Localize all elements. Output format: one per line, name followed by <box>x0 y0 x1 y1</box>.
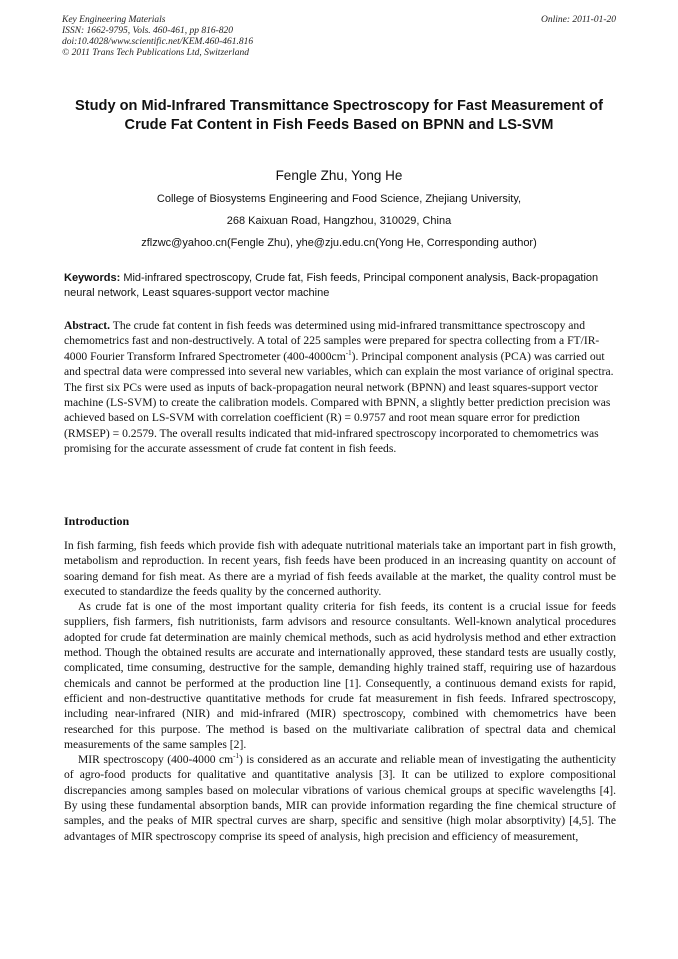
section-heading-introduction: Introduction <box>64 514 130 528</box>
intro-paragraph-2: As crude fat is one of the most important quality criteria for fish feeds, its content is a crucial issue for feeds suppliers, fish farmers, fish nutritionists, farm advisors and resource consultants. Well-known analytical procedures adopted for crude fat determination are mainly chemical methods, such as acid hydrolysis method and ether extraction method. Though the obtained results are accurate and internationally approved, these standard tests are usually costly, complicated, time consuming, destructive for the sample, demanding highly trained staff, requiring use of hazardous chemicals and cannot be performed at the production line [1]. Consequently, a continuous demand exists for rapid, efficient and non-destructive quantitative methods for crude fat measurement in fish feeds. Infrared spectroscopy, including near-infrared (NIR) and mid-infrared (MIR) spectroscopy, combined with chemometrics have been researched for this purpose. The method is based on the multivariate calibration of spectral data and chemical measurements of the same samples [2]. <box>64 600 616 751</box>
intro-p3-text-1: MIR spectroscopy (400-4000 cm <box>78 753 234 767</box>
intro-p3-superscript: -1 <box>233 752 239 761</box>
abstract-text-1: The crude fat content in fish feeds was determined using mid-infrared transmittance spectroscopy and chemometrics fast and non-destructively. A total of 225 samples were prepared for spectra collecting from a FT/IR-4000 Fourier Transform Infrared Spectrometer (400-4000cm <box>64 319 600 363</box>
paper-title: Study on Mid-Infrared Transmittance Spectroscopy for Fast Measurement of Crude Fat Content in Fish Feeds Based on BPNN and LS-SVM <box>75 98 603 133</box>
intro-paragraph-1: In fish farming, fish feeds which provide fish with adequate nutritional materials take an important part in fish growth, metabolism and reproduction. In recent years, fish feeds have been produced in an increasing quantity on account of soaring demand for fish meat. As there are a myriad of fish feeds available at the market, the quality control must be executed to standardize the feeds quality by the concerned authority. <box>64 539 616 598</box>
introduction-body <box>64 538 616 844</box>
affiliation-line-2: 268 Kaixuan Road, Hangzhou, 310029, China <box>226 215 452 227</box>
journal-name: Key Engineering Materials <box>62 15 166 25</box>
author-1: Fengle Zhu <box>275 168 344 183</box>
intro-p3-text-2: ) is considered as an accurate and reliable mean of investigating the authenticity of agro-food products for qualitative and quantitative analysis [3]. It can be utilized to explore compositional discrepancies among samples based on molecular vibrations of various chemical groups at specific wavelengths [4]. By using these fundamental absorption bands, MIR can provide information regarding the fine chemical structure of samples, and the peaks of MIR spectral curves are sharp, specific and sensitive (high molar absorptivity) [4,5]. The advantages of MIR spectroscopy comprise its speed of analysis, high precision and efficiency of measurement, <box>64 753 616 843</box>
issn-line: ISSN: 1662-9795, Vols. 460-461, pp 816-820 <box>62 26 233 36</box>
abstract-superscript: -1 <box>345 348 352 357</box>
author-separator: , <box>343 168 352 183</box>
affiliation-line-1: College of Biosystems Engineering and Food Science, Zhejiang University, <box>156 193 522 205</box>
intro-paragraph-3 <box>64 752 616 844</box>
journal-header <box>62 15 616 59</box>
keywords-label: Keywords: <box>64 272 121 284</box>
author-list <box>0 168 678 183</box>
abstract <box>64 318 616 457</box>
author-2: Yong He <box>351 168 403 183</box>
keywords-text: Mid-infrared spectroscopy, Crude fat, Fish feeds, Principal component analysis, Back-propagation neural network, Least squares-support vector machine <box>64 272 599 299</box>
copyright-line: © 2011 Trans Tech Publications Ltd, Switzerland <box>62 48 249 58</box>
author-emails: zflzwc@yahoo.cn(Fengle Zhu), yhe@zju.edu.cn(Yong He, Corresponding author) <box>141 237 537 249</box>
online-date: Online: 2011-01-20 <box>540 15 616 25</box>
doi-line: doi:10.4028/www.scientific.net/KEM.460-461.816 <box>62 37 254 47</box>
abstract-text-2: ). Principal component analysis (PCA) was carried out and spectral data were compressed into several new variables, which can explain the most variance of original spectra. The first six PCs were used as inputs of back-propagation neural network (BPNN) and least squares-support vector machine (LS-SVM) to create the calibration models. Compared with BPNN, a slightly better prediction precision was achieved based on LS-SVM with correlation coefficient (R) = 0.9757 and root mean square error for prediction (RMSEP) = 0.2579. The overall results indicated that mid-infrared spectroscopy incorporated to chemometrics was promising for the accurate assessment of crude fat content in fish feeds. <box>64 349 614 456</box>
abstract-label: Abstract. <box>64 319 111 332</box>
keywords <box>64 271 616 300</box>
